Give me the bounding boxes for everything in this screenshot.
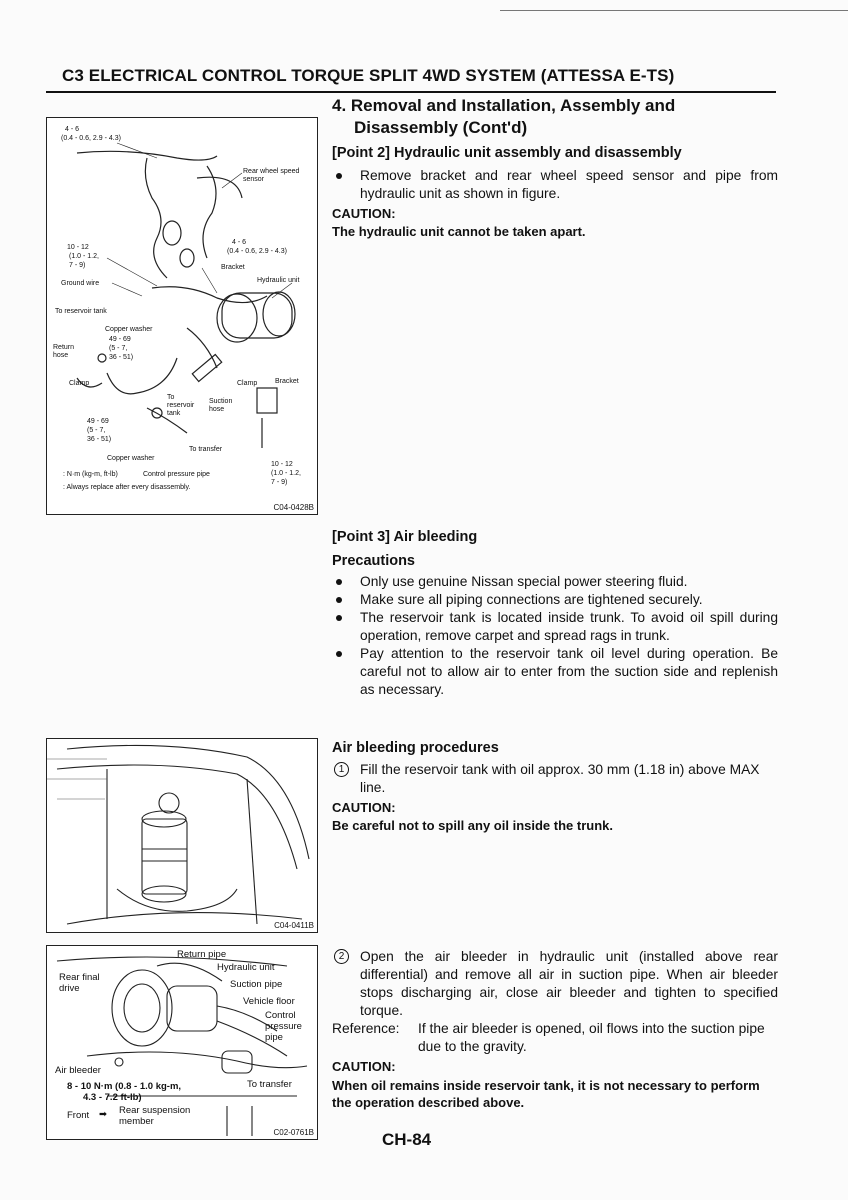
precautions-list [332, 573, 778, 699]
fig3-front-label: Front [67, 1110, 90, 1121]
fig1-ground-wire-label: Ground wire [61, 280, 100, 287]
fig1-clamp-left-label: Clamp [69, 380, 90, 387]
fig1-torque-low: 49 - 69 [87, 418, 109, 425]
precaution-item: Only use genuine Nissan special power steering fluid. [332, 573, 778, 591]
fig1-torque-return-3: 36 - 51) [109, 354, 134, 361]
fig1-hydraulic-unit-label: Hydraulic unit [257, 277, 300, 284]
fig3-air-bleeder-label: Air bleeder [55, 1065, 101, 1076]
precaution-item: The reservoir tank is located inside trunk. To avoid oil spill during operation, remove carpet and spread rags in trunk. [332, 609, 778, 645]
fig1-torque-return-2: (5 - 7, [109, 345, 128, 352]
fig1-to-transfer-label: To transfer [189, 446, 223, 453]
fig1-torque-left: 10 - 12 [67, 244, 89, 251]
fig1-copper-washer-label: Copper washer [105, 326, 153, 333]
point2-caution-label: CAUTION: [332, 206, 396, 221]
fig1-code: C04-0428B [273, 503, 314, 512]
fig3-code: C02-0761B [273, 1128, 314, 1137]
header-divider [46, 91, 776, 93]
step-2-number: 2 [334, 949, 349, 964]
fig1-bracket2-label: Bracket [275, 378, 299, 385]
point2-heading: [Point 2] Hydraulic unit assembly and disassembly [332, 145, 682, 161]
fig2-code: C04-0411B [274, 921, 314, 930]
fig3-torque-label-2: 4.3 - 7.2 ft-lb) [83, 1092, 142, 1103]
step2-caution-text: When oil remains inside reservoir tank, it is not necessary to perform the operation described above. [332, 1078, 760, 1110]
fig3-rear-final-drive-label: Rear final drive [59, 972, 100, 994]
fig1-torque-br: 10 - 12 [271, 461, 293, 468]
fig1-rear-wheel-sensor-label: Rear wheel speed sensor [243, 168, 300, 183]
fig1-torque-return: 49 - 69 [109, 336, 131, 343]
reference-note [332, 1020, 778, 1056]
procedure-step-2 [332, 948, 778, 1020]
fig1-torque-left-2: (1.0 - 1.2, [69, 253, 99, 260]
procedure-step-1 [332, 761, 778, 797]
step2-caution-label: CAUTION: [332, 1059, 396, 1074]
fig1-control-pipe-label: Control pressure pipe [143, 471, 210, 478]
fig1-torque-mid: 4 - 6 [232, 239, 247, 246]
fig1-copper-washer2-label: Copper washer [107, 455, 155, 462]
fig1-torque-left-3: 7 - 9) [69, 262, 86, 269]
fig1-torque-low-2: (5 - 7, [87, 427, 106, 434]
top-edge-rule [500, 10, 848, 11]
precaution-item: Make sure all piping connections are tightened securely. [332, 591, 778, 609]
figure-air-bleeder-location [46, 945, 318, 1140]
step1-caution-label: CAUTION: [332, 800, 396, 815]
fig1-torque-br-2: (1.0 - 1.2, [271, 470, 301, 477]
reference-label: Reference: [332, 1021, 400, 1036]
fig1-torque-top: 4 - 6 [65, 126, 80, 133]
reference-text: If the air bleeder is opened, oil flows into the suction pipe due to the gravity. [418, 1021, 765, 1054]
section-title-line1: 4. Removal and Installation, Assembly and [332, 96, 676, 115]
precautions-heading: Precautions [332, 553, 415, 569]
fig1-return-hose-label: Return hose [53, 344, 75, 359]
fig3-control-pressure-pipe-label: Control pressure pipe [265, 1010, 302, 1043]
fig1-clamp-right-label: Clamp [237, 380, 258, 387]
fig3-vehicle-floor-label: Vehicle floor [243, 996, 295, 1007]
point2-bullet: Remove bracket and rear wheel speed sensor and pipe from hydraulic unit as shown in figure. [332, 167, 778, 203]
front-arrow-icon: ➡ [99, 1109, 107, 1120]
fig3-rear-suspension-label: Rear suspension member [119, 1105, 191, 1127]
reservoir-tank-drawing [47, 739, 317, 932]
fig1-torque-low-3: 36 - 51) [87, 436, 112, 443]
section-title-line2: Disassembly (Cont'd) [354, 118, 528, 137]
point3-heading: [Point 3] Air bleeding [332, 529, 478, 545]
fig3-torque-label: 8 - 10 N·m (0.8 - 1.0 kg-m, [67, 1081, 182, 1092]
procedures-block [332, 740, 778, 833]
fig3-suction-pipe-label: Suction pipe [230, 979, 283, 990]
fig3-return-pipe-label: Return pipe [177, 949, 227, 960]
fig1-torque-mid-values: (0.4 - 0.6, 2.9 - 4.3) [227, 248, 287, 255]
fig1-bracket-label: Bracket [221, 264, 245, 271]
fig3-hydraulic-unit-label: Hydraulic unit [217, 962, 275, 973]
figure-reservoir-tank [46, 738, 318, 933]
fig1-torque-top-values: (0.4 - 0.6, 2.9 - 4.3) [61, 135, 121, 142]
step-1-text: Fill the reservoir tank with oil approx. 30 mm (1.18 in) above MAX line. [360, 762, 760, 795]
page-number: CH-84 [382, 1130, 432, 1149]
fig1-torque-br-3: 7 - 9) [271, 479, 288, 486]
fig1-suction-hose-label: Suction hose [209, 398, 233, 413]
fig1-to-reservoir-label: To reservoir tank [55, 308, 107, 315]
fig1-to-reservoir2-label: To reservoir tank [167, 394, 195, 417]
fig3-to-transfer-label: To transfer [247, 1079, 292, 1090]
fig1-legend-torque: : N·m (kg-m, ft-lb) [63, 471, 118, 478]
precaution-item: Pay attention to the reservoir tank oil level during operation. Be careful not to allow air to enter from the suction side and replenish as necessary. [332, 645, 778, 699]
procedures-heading: Air bleeding procedures [332, 740, 499, 756]
section-title [332, 95, 675, 139]
step-2-text: Open the air bleeder in hydraulic unit (installed above rear differential) and remove all air in suction pipe. When air bleeder stops discharging air, close air bleeder and tighten to specified torque. [360, 949, 778, 1018]
figure-hydraulic-unit [46, 117, 318, 515]
page-header-title: C3 ELECTRICAL CONTROL TORQUE SPLIT 4WD SYSTEM (ATTESSA E-TS) [62, 66, 675, 85]
step2-block [332, 948, 778, 1111]
point2-block [332, 145, 778, 239]
point2-caution-text: The hydraulic unit cannot be taken apart. [332, 224, 586, 239]
point3-block [332, 529, 778, 699]
step1-caution-text: Be careful not to spill any oil inside the trunk. [332, 818, 613, 833]
step-1-number: 1 [334, 762, 349, 777]
fig1-legend-replace: : Always replace after every disassembly. [63, 484, 191, 491]
